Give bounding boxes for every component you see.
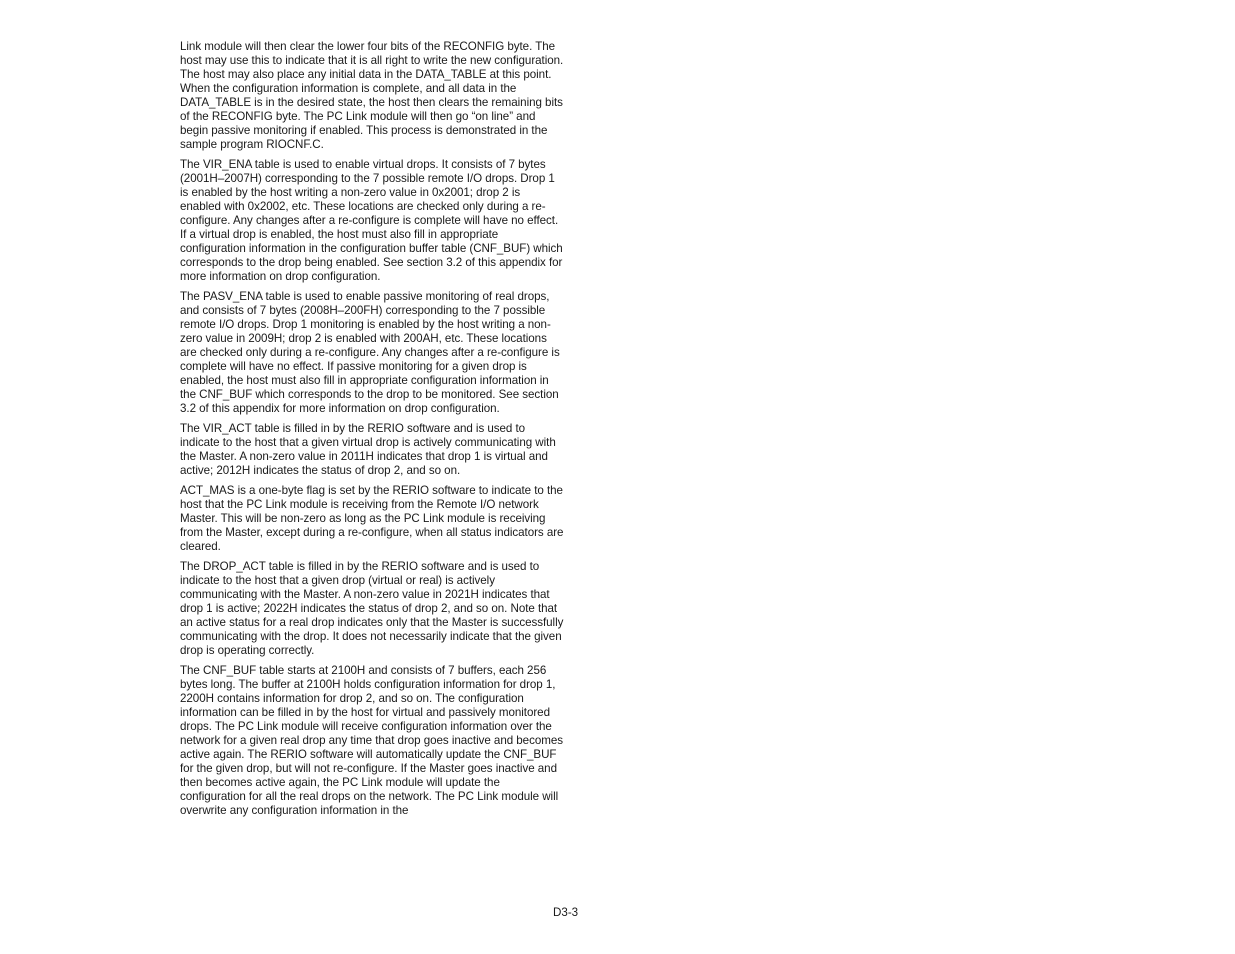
body-text-column [180, 40, 564, 824]
paragraph-cnf-buf: The CNF_BUF table starts at 2100H and consists of 7 buffers, each 256 bytes long. The buffer at 2100H holds configuration information for drop 1, 2200H contains information for drop 2, and so on. The configuration information can be filled in by the host for virtual and passively monitored drops. The PC Link module will receive configuration information over the network for a given real drop any time that drop goes inactive and becomes active again. The RERIO software will automatically update the CNF_BUF for the given drop, but will not re-configure. If the Master goes inactive and then becomes active again, the PC Link module will update the configuration for all the real drops on the network. The PC Link module will overwrite any configuration information in the [180, 664, 563, 817]
paragraph-vir-ena: The VIR_ENA table is used to enable virtual drops. It consists of 7 bytes (2001H–2007H) corresponding to the 7 possible remote I/O drops. Drop 1 is enabled by the host writing a non-zero value in 0x2001; drop 2 is enabled with 0x2002, etc. These locations are checked only during a re-configure. Any changes after a re-configure is complete will have no effect. If a virtual drop is enabled, the host must also fill in appropriate configuration information in the configuration buffer table (CNF_BUF) which corresponds to the drop being enabled. See section 3.2 of this appendix for more information on drop configuration. [180, 158, 563, 283]
paragraph-vir-act: The VIR_ACT table is filled in by the RERIO software and is used to indicate to the host that a given virtual drop is actively communicating with the Master. A non-zero value in 2011H indicates that drop 1 is virtual and active; 2012H indicates the status of drop 2, and so on. [180, 422, 556, 477]
page-number: D3-3 [553, 906, 579, 919]
paragraph-pasv-ena: The PASV_ENA table is used to enable passive monitoring of real drops, and consists of 7 bytes (2008H–200FH) corresponding to the 7 possible remote I/O drops. Drop 1 monitoring is enabled by the host writing a non-zero value in 2009H; drop 2 is enabled with 200AH, etc. These locations are checked only during a re-configure. Any changes after a re-configure is complete will have no effect. If passive monitoring for a given drop is enabled, the host must also fill in appropriate configuration information in the CNF_BUF which corresponds to the drop to be monitored. See section 3.2 of this appendix for more information on drop configuration. [180, 290, 560, 415]
paragraph-reconfig: Link module will then clear the lower four bits of the RECONFIG byte. The host may use this to indicate that it is all right to write the new configuration. The host may also place any initial data in the DATA_TABLE at this point. When the configuration information is complete, and all data in the DATA_TABLE is in the desired state, the host then clears the remaining bits of the RECONFIG byte. The PC Link module will then go “on line” and begin passive monitoring if enabled. This process is demonstrated in the sample program RIOCNF.C. [180, 40, 564, 151]
paragraph-act-mas: ACT_MAS is a one-byte flag is set by the RERIO software to indicate to the host that the PC Link module is receiving from the Remote I/O network Master. This will be non-zero as long as the PC Link module is receiving from the Master, except during a re-configure, when all status indicators are cleared. [180, 484, 564, 553]
paragraph-drop-act: The DROP_ACT table is filled in by the RERIO software and is used to indicate to the host that a given drop (virtual or real) is actively communicating with the Master. A non-zero value in 2021H indicates that drop 1 is active; 2022H indicates the status of drop 2, and so on. Note that an active status for a real drop indicates only that the Master is successfully communicating with the drop. It does not necessarily indicate that the given drop is operating correctly. [180, 560, 564, 657]
